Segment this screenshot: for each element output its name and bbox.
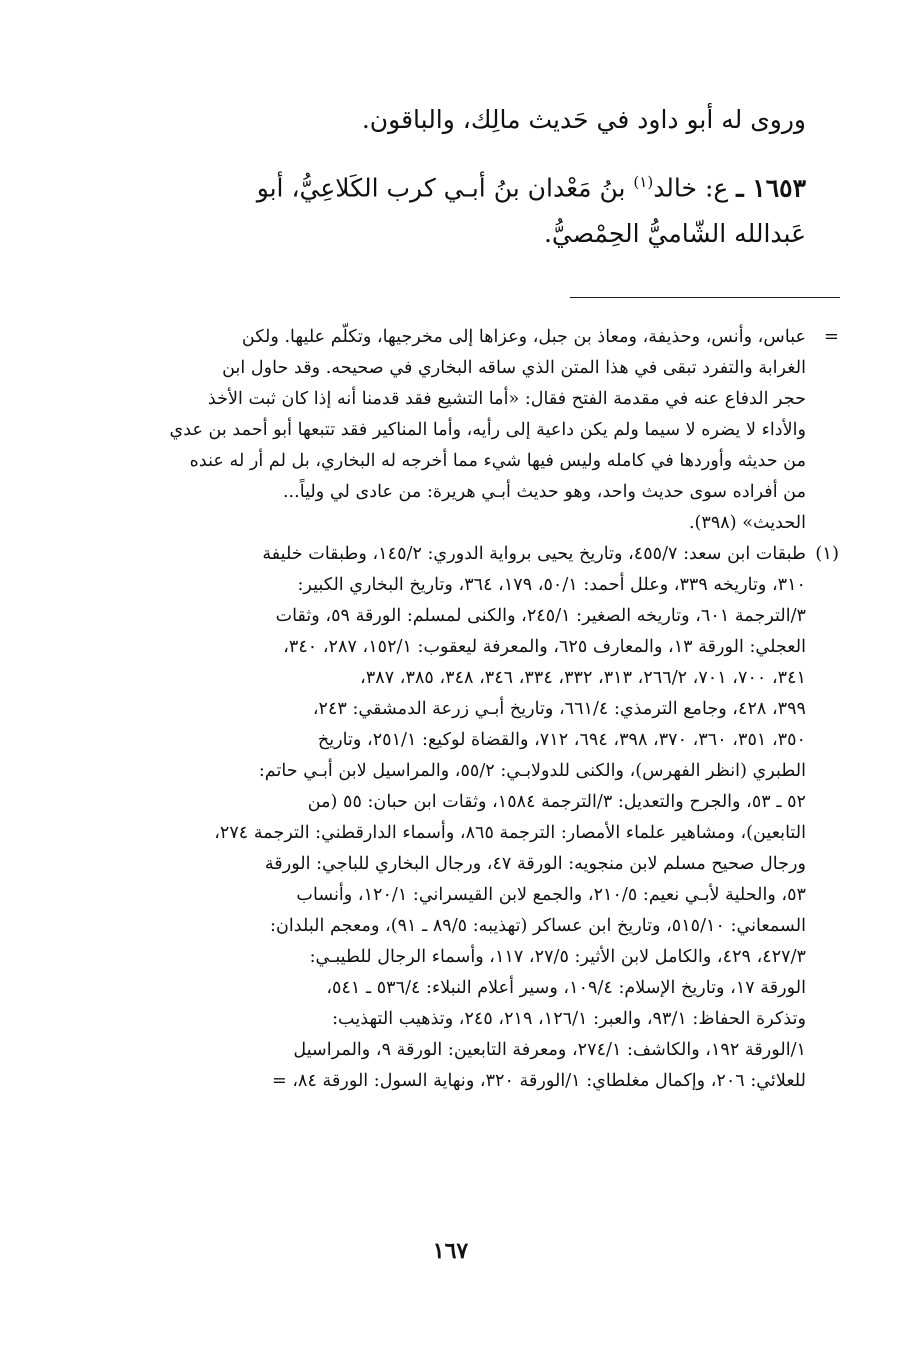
continuation-line: الغرابة والتفرد تبقى في هذا المتن الذي ساقه البخاري في صحيحه. وقد حاول ابن [222,358,806,378]
footnote-line: ٥٢ ـ ٥٣، والجرح والتعديل: ٣/الترجمة ١٥٨٤، وثقات ابن حبان: ٥٥ (من [307,792,806,812]
main-text-line-1 [116,100,806,140]
footnote-line: وتذكرة الحفاظ: ٩٣/١، والعبر: ١٢٦/١، ٢١٩، ٢٤٥، وتذهيب التهذيب: [332,1009,806,1029]
footnote-line: الورقة ١٧، وتاريخ الإسلام: ١٠٩/٤، وسير أعلام النبلاء: ٥٣٦/٤ ـ ٥٤١، [326,978,806,998]
continuation-line: عباس، وأنس، وحذيفة، ومعاذ بن جبل، وعزاها إلى مخرجيها، وتكلّم عليها. ولكن [241,327,806,347]
continuation-line: الحديث» (٣٩٨). [688,513,806,533]
footnote-line: الطبري (انظر الفهرس)، والكنى للدولابـي: ٥٥/٢، والمراسيل لابن أبـي حاتم: [258,761,806,781]
footnote-line: السمعاني: ٥١٥/١٠، وتاريخ ابن عساكر (تهذيبه: ٨٩/٥ ـ ٩١)، ومعجم البلدان: [270,916,806,936]
footnote-line: ٣٥٠، ٣٥١، ٣٦٠، ٣٧٠، ٣٩٨، ٦٩٤، ٧١٢، والقضاة لوكيع: ٢٥١/١، وتاريخ [317,730,806,750]
footnote-line: ٥٣، والحلية لأبـي نعيم: ٢١٠/٥، والجمع لابن القيسراني: ١٢٠/١، وأنساب [296,885,806,905]
footnote-line: ٣١٠، وتاريخه ٣٣٩، وعلل أحمد: ٥٠/١، ١٧٩، ٣٦٤، وتاريخ البخاري الكبير: [297,575,806,595]
entry-name: خالد [653,173,697,203]
footnote-reference[interactable]: (١) [633,173,654,191]
footnote-line: التابعين)، ومشاهير علماء الأمصار: الترجمة ٨٦٥، وأسماء الدارقطني: الترجمة ٢٧٤، [214,823,806,843]
continuation-line: حجر الدفاع عنه في مقدمة الفتح فقال: «أما التشيع فقد قدمنا أنه إذا كان ثبت الأخذ [207,389,806,409]
footnote-line: العجلي: الورقة ١٣، والمعارف ٦٢٥، والمعرفة ليعقوب: ١٥٢/١، ٢٨٧، ٣٤٠، [283,637,806,657]
main-text-line-3-text: عَبدالله الشّاميُّ الحِمْصيُّ. [543,219,806,248]
entry-sigla: ع: [704,173,729,203]
footnote-line: ١/الورقة ١٩٢، والكاشف: ٢٧٤/١، ومعرفة التابعين: الورقة ٩، والمراسيل [293,1040,806,1060]
footnote-line: ٤٢٧/٣، ٤٢٩، والكامل لابن الأثير: ٢٧/٥، ١١٧، وأسماء الرجال للطيبـي: [309,947,806,967]
footnote-line: طبقات ابن سعد: ٤٥٥/٧، وتاريخ يحيى برواية الدوري: ١٤٥/٢، وطبقات خليفة [262,544,806,564]
continuation-marker: = [823,326,839,347]
footnote-separator [570,297,840,298]
footnote-line: ٣/الترجمة ٦٠١، وتاريخه الصغير: ٢٤٥/١، والكنى لمسلم: الورقة ٥٩، وثقات [275,606,806,626]
footnote-line: للعلائي: ٢٠٦، وإكمال مغلطاي: ١/الورقة ٣٢٠، ونهاية السول: الورقة ٨٤، = [272,1071,806,1091]
continuation-line: والأداء لا يضره لا سيما ولم يكن داعية إلى رأيه، وأما المناكير فقد تتبعها أبو أحمد بن عدي [169,420,806,440]
page-number: ١٦٧ [432,1238,469,1264]
entry-heading [116,162,806,208]
footnote-line: ورجال صحيح مسلم لابن منجويه: الورقة ٤٧، ورجال البخاري للباجي: الورقة [264,854,806,874]
continuation-line: من حديثه وأوردها في كامله وليس فيها شيء مما أخرجه له البخاري، بل لم أر له عنده [189,451,806,471]
footnote-marker: (١) [815,543,839,564]
footnote-line: ٣٤١، ٧٠٠، ٧٠١، ٢٦٦/٢، ٣١٣، ٣٣٢، ٣٣٤، ٣٤٦، ٣٤٨، ٣٨٥، ٣٨٧، [360,668,806,688]
entry-number: ١٦٥٣ ـ [736,173,806,203]
footnote-line: ٣٩٩، ٤٢٨، وجامع الترمذي: ٦٦١/٤، وتاريخ أبـي زرعة الدمشقي: ٢٤٣، [312,699,806,719]
continuation-line: من أفراده سوى حديث واحد، وهو حديث أبـي هريرة: من عادى لي ولياً... [282,482,806,502]
entry-name-rest: بنُ مَعْدان بنُ أبـي كرب الكَلاعِيُّ، أبو [256,173,626,203]
main-text-line-1-text: وروى له أبو داود في حَديث مالِك، والباقون. [361,105,806,134]
main-text-line-3 [116,214,806,254]
